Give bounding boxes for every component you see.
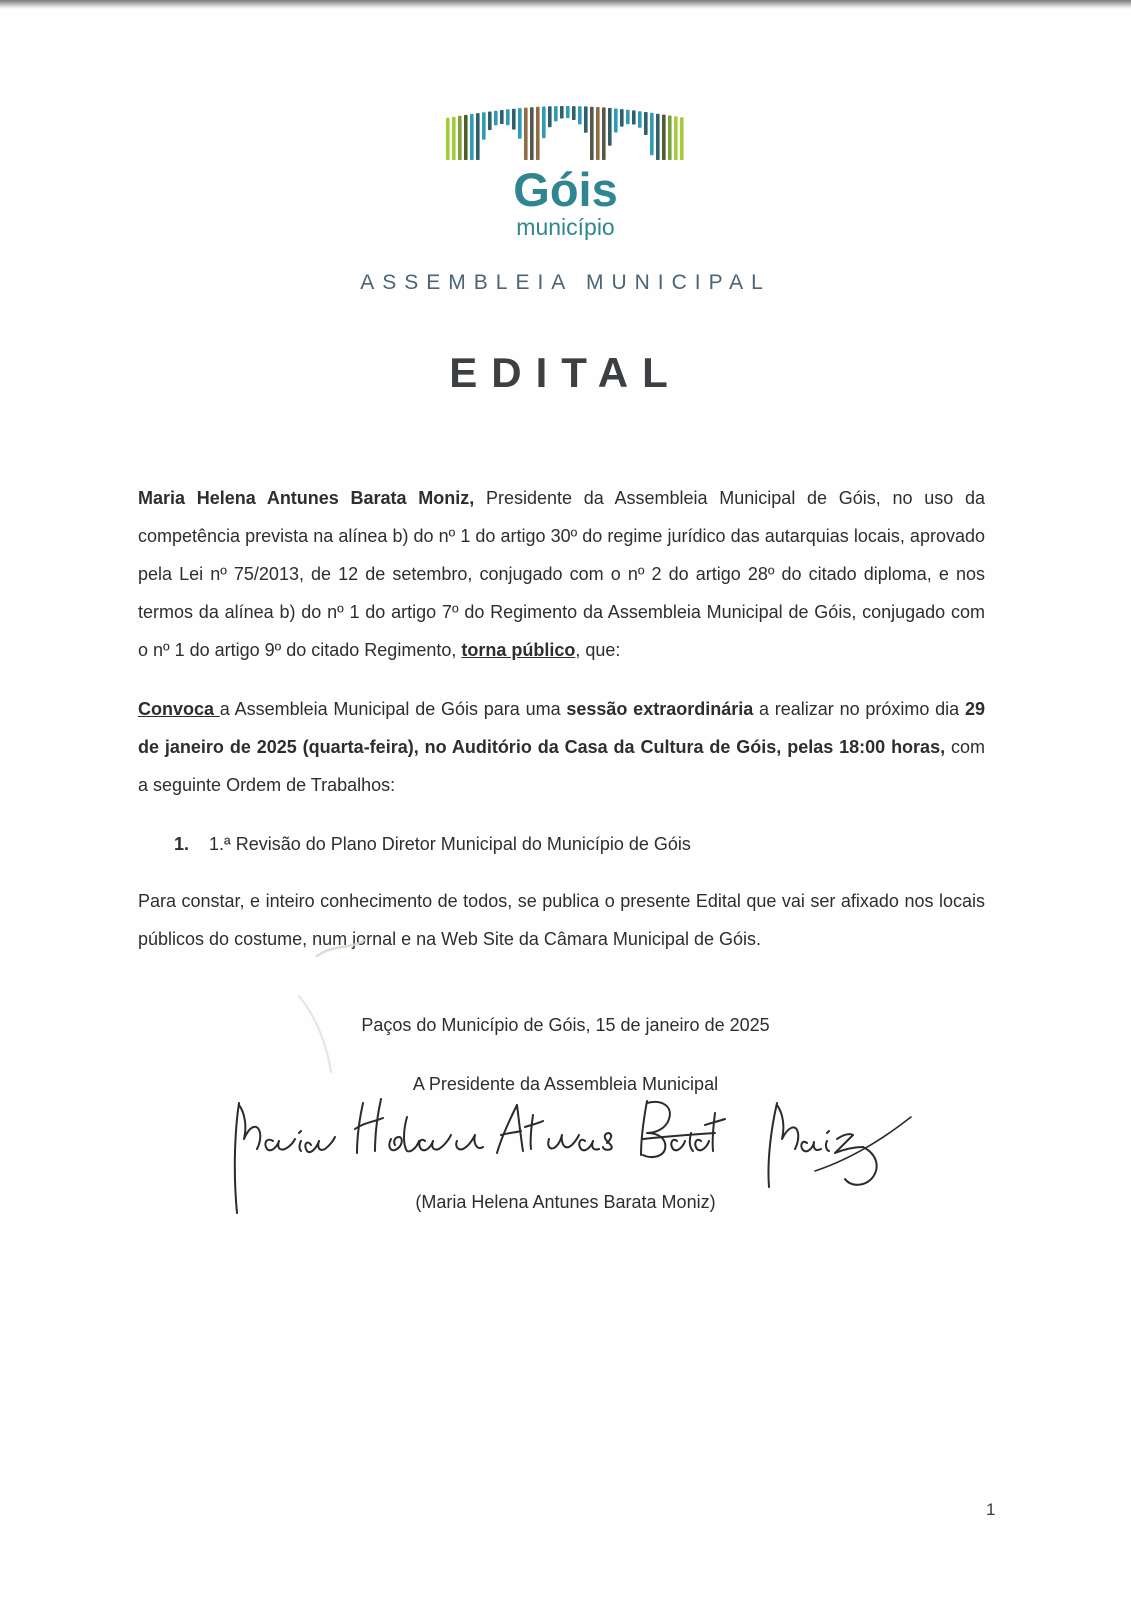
org-title: ASSEMBLEIA MUNICIPAL: [360, 271, 771, 294]
gois-bridge-logo-icon: [444, 102, 688, 164]
body-paragraph: Maria Helena Antunes Barata Moniz, Presidente da Assembleia Municipal de Góis, no uso da competência prevista na alínea b) do nº 1 do artigo 30º do regime jurídico das autarquias locais, aprovado pela Lei nº 75/2013, de 12 de setembro, conjugado com o nº 2 do artigo 28º do citado diploma, e nos termos da alínea b) do nº 1 do artigo 7º do Regimento da Assembleia Municipal de Góis, conjugado com o nº 1 do artigo 9º do citado Regimento, torna público, que:: [138, 488, 986, 660]
document-footer: [0, 1014, 1131, 1214]
signer-role-line: A Presidente da Assembleia Municipal: [412, 1074, 719, 1095]
body-paragraph: Para constar, e inteiro conhecimento de todos, se publica o presente Edital que vai ser afixado nos locais públicos do costume, num jornal e na Web Site da Câmara Municipal de Góis.: [138, 891, 985, 949]
ordem-trabalhos-item: 1. 1.ª Revisão do Plano Diretor Municipal do Município de Góis: [174, 834, 691, 854]
signer-name-line: (Maria Helena Antunes Barata Moniz): [415, 1191, 716, 1212]
place-date-line: Paços do Município de Góis, 15 de janeiro de 2025: [361, 1015, 770, 1035]
body-content: [138, 479, 985, 958]
document-header: [0, 102, 1131, 239]
gois-wordmark: Góis: [513, 163, 618, 216]
scan-edge-shadow: [0, 0, 1131, 9]
list-item-marker: 1.: [174, 834, 190, 854]
body-paragraph: Convoca a Assembleia Municipal de Góis para uma sessão extraordinária a realizar no próximo dia 29 de janeiro de 2025 (quarta-feira), no Auditório da Casa da Cultura de Góis, pelas 18:00 horas, com a seguinte Ordem de Trabalhos:: [138, 699, 986, 795]
document-title: EDITAL: [449, 349, 682, 396]
page-number: 1: [986, 1500, 996, 1519]
gois-wordmark-subtitle: município: [516, 214, 615, 240]
